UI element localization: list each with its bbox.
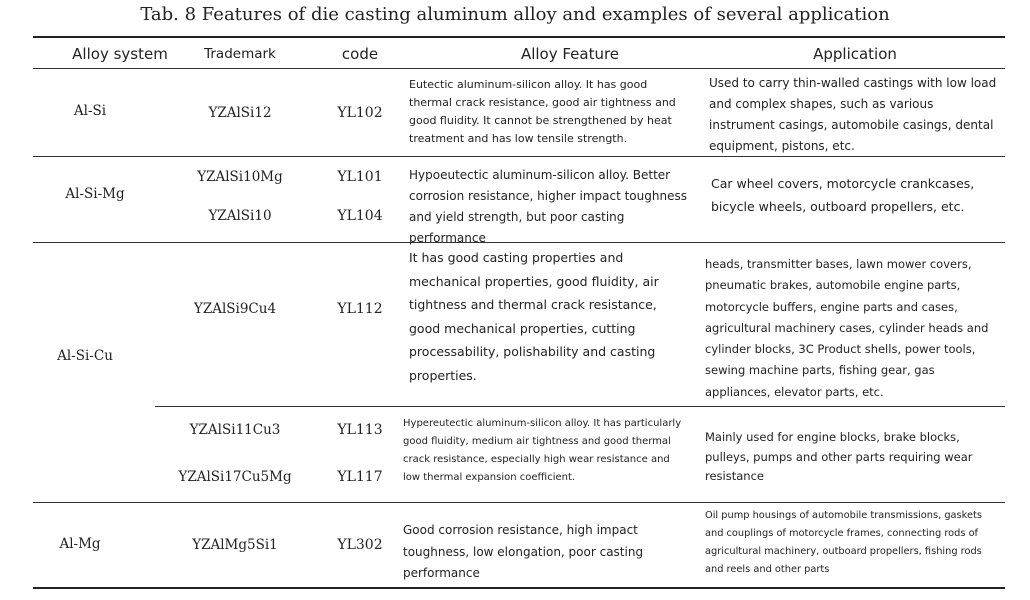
top-rule <box>33 36 1005 38</box>
code-yl104: YL104 <box>337 208 383 224</box>
code-yl117: YL117 <box>337 469 383 485</box>
trademark-yzalsi9cu4: YZAlSi9Cu4 <box>193 301 277 317</box>
code-yl302: YL302 <box>337 537 383 553</box>
application-al-mg: Oil pump housings of automobile transmissions, gaskets and couplings of motorcycle frames, connecting rods of agricultural machinery, outboard propellers, fishing rods and reels and other parts <box>705 510 982 575</box>
trademark-yzalsi10: YZAlSi10 <box>208 208 272 224</box>
application-al-si-cu-2: Mainly used for engine blocks, brake blocks, pulleys, pumps and other parts requiring wear resistance <box>705 430 973 483</box>
code-yl113: YL113 <box>337 422 383 438</box>
feature-al-si-cu-1: It has good casting properties and mechanical properties, good fluidity, air tightness and thermal crack resistance, good mechanical properties, cutting processability, polishability and casting properties. <box>409 250 659 383</box>
header-rule <box>33 68 1005 69</box>
header-alloy-feature: Alloy Feature <box>520 45 620 63</box>
trademark-yzalsi11cu3: YZAlSi11Cu3 <box>189 422 281 438</box>
feature-al-si-mg: Hypoeutectic aluminum-silicon alloy. Better corrosion resistance, higher impact toughness and yield strength, but poor casting performance <box>409 168 687 245</box>
code-yl102: YL102 <box>337 105 383 121</box>
alloy-system-al-si-mg: Al-Si-Mg <box>65 186 125 202</box>
application-al-si: Used to carry thin-walled castings with low load and complex shapes, such as various instrument casings, automobile casings, dental equipment, pistons, etc. <box>709 76 997 153</box>
trademark-yzalsi17cu5mg: YZAlSi17Cu5Mg <box>178 469 292 485</box>
code-yl112: YL112 <box>337 301 383 317</box>
trademark-yzalmg5si1: YZAlMg5Si1 <box>192 537 278 553</box>
feature-al-mg: Good corrosion resistance, high impact toughness, low elongation, poor casting performance <box>403 523 644 580</box>
row-divider-al-si-cu-sub <box>155 406 1005 407</box>
alloy-system-al-si-cu: Al-Si-Cu <box>57 348 113 364</box>
header-application: Application <box>813 45 897 63</box>
header-code: code <box>341 45 379 63</box>
row-divider-al-si-mg <box>33 242 1005 243</box>
code-yl101: YL101 <box>337 169 383 185</box>
table-caption: Tab. 8 Features of die casting aluminum alloy and examples of several application <box>140 4 890 25</box>
trademark-yzalsi12: YZAlSi12 <box>208 105 272 121</box>
feature-al-si-cu-2: Hypereutectic aluminum-silicon alloy. It has particularly good fluidity, medium air tightness and good thermal crack resistance, especially high wear resistance and low thermal expansion coefficient. <box>403 418 682 483</box>
header-alloy-system: Alloy system <box>72 45 168 63</box>
feature-al-si: Eutectic aluminum-silicon alloy. It has good thermal crack resistance, good air tightness and good fluidity. It cannot be strengthened by heat treatment and has low tensile strength. <box>409 78 676 145</box>
row-divider-al-si-cu <box>33 502 1005 503</box>
alloy-system-al-si: Al-Si <box>73 103 107 119</box>
header-trademark: Trademark <box>204 46 276 62</box>
trademark-yzalsi10mg: YZAlSi10Mg <box>197 169 283 185</box>
application-al-si-mg: Car wheel covers, motorcycle crankcases, bicycle wheels, outboard propellers, etc. <box>711 176 975 214</box>
application-al-si-cu-1: heads, transmitter bases, lawn mower covers, pneumatic brakes, automobile engine parts, motorcycle buffers, engine parts and cases, agricultural machinery cases, cylinder heads and cylinder blocks, 3C Product shells, power tools, sewing machine parts, fishing gear, gas appliances, elevator parts, etc. <box>705 257 989 399</box>
bottom-rule <box>33 587 1005 589</box>
alloy-system-al-mg: Al-Mg <box>59 536 101 552</box>
